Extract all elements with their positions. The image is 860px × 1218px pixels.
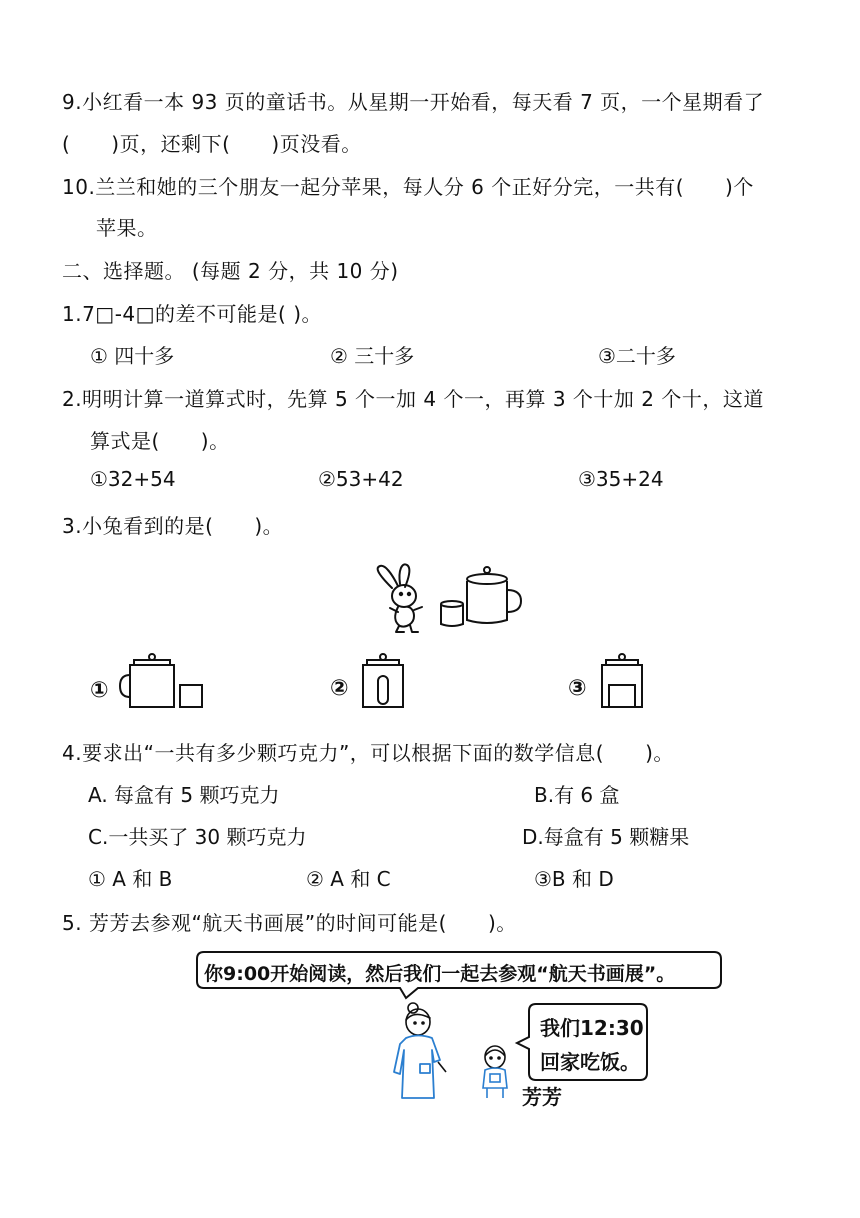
c2-option-3: ③35+24: [578, 467, 664, 491]
c1-option-1: ① 四十多: [90, 344, 175, 368]
q10-line1: 10.兰兰和她的三个朋友一起分苹果，每人分 6 个正好分完，一共有( )个: [62, 175, 754, 199]
c1-option-3: ③二十多: [598, 344, 676, 368]
c4-option-1: ① A 和 B: [88, 867, 173, 891]
c2-line1: 2.明明计算一道算式时，先算 5 个一加 4 个一，再算 3 个十加 2 个十，这道: [62, 387, 764, 411]
rabbit-icon: [378, 564, 422, 632]
c4-stem: 4.要求出“一共有多少颗巧克力”，可以根据下面的数学信息( )。: [62, 741, 674, 765]
c4-info-a: A. 每盒有 5 颗巧克力: [88, 783, 280, 807]
q9-line2: ( )页，还剩下( )页没看。: [62, 132, 362, 156]
c4-option-3: ③B 和 D: [534, 867, 614, 891]
c3-label-2: ②: [330, 676, 349, 701]
child-illustration: [475, 1044, 515, 1100]
mother-illustration: [388, 1000, 458, 1102]
c3-stem: 3.小兔看到的是( )。: [62, 514, 284, 538]
c2-option-2: ②53+42: [318, 467, 404, 491]
c3-label-3: ③: [568, 676, 587, 701]
c3-label-1: ①: [90, 678, 109, 703]
section-title: 二、选择题。 (每题 2 分，共 10 分): [62, 259, 399, 283]
small-cup-icon: [441, 601, 463, 626]
view-option-1-illustration: [118, 651, 208, 711]
view-option-3-illustration: [597, 651, 647, 711]
q10-line2: 苹果。: [96, 216, 158, 240]
child-name-label: 芳芳: [522, 1085, 562, 1109]
c5-stem: 5. 芳芳去参观“航天书画展”的时间可能是( )。: [62, 911, 517, 935]
c4-info-d: D.每盒有 5 颗糖果: [522, 825, 690, 849]
c2-option-1: ①32+54: [90, 467, 176, 491]
view-option-2-illustration: [358, 651, 408, 711]
c4-info-b: B.有 6 盒: [534, 783, 620, 807]
mother-speech-text: 你9:00开始阅读，然后我们一起去参观“航天书画展”。: [204, 963, 676, 985]
c1-stem: 1.7□-4□的差不可能是( )。: [62, 302, 323, 326]
c4-info-c: C.一共买了 30 颗巧克力: [88, 825, 307, 849]
child-speech-line2: 回家吃饭。: [540, 1050, 640, 1074]
c2-line2: 算式是( )。: [90, 429, 230, 453]
c1-option-2: ② 三十多: [330, 344, 415, 368]
c4-option-2: ② A 和 C: [306, 867, 391, 891]
big-mug-icon: [467, 567, 521, 623]
q9-line1: 9.小红看一本 93 页的童话书。从星期一开始看，每天看 7 页，一个星期看了: [62, 90, 765, 114]
rabbit-scene-illustration: [370, 560, 530, 635]
child-speech-line1: 我们12:30: [540, 1016, 644, 1040]
